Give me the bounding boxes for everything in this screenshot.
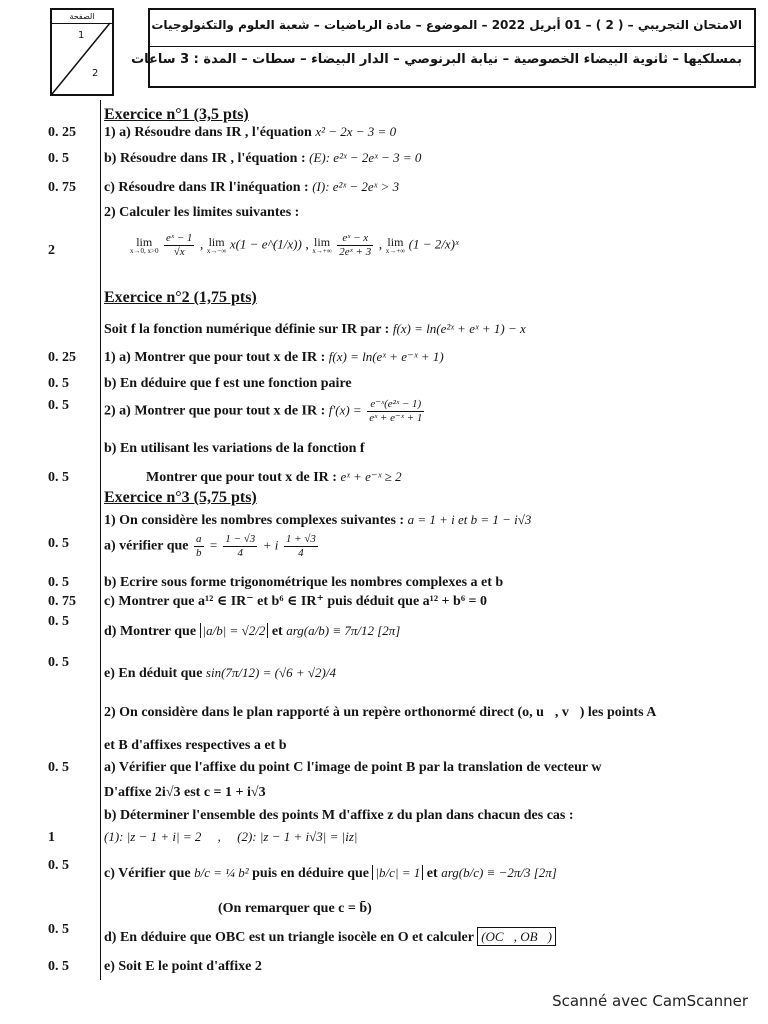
limit-3: lim x→+∞ (312, 234, 332, 255)
ex1-q1b (104, 151, 421, 166)
question-text: e) En déduit que (104, 666, 203, 681)
points-label: 0. 5 (48, 470, 69, 485)
ex3-q2b: b) Déterminer l'ensemble des points M d'affixe z du plan dans chacun des cas : (104, 808, 574, 823)
question-text: c) Vérifier que (104, 866, 191, 881)
math-expression: arg(a/b) ≡ 7π/12 [2π] (286, 623, 401, 638)
ex3-q2a-cont: D'affixe 2i√3 est c = 1 + i√3 (104, 785, 266, 800)
ex3-qb: b) Ecrire sous forme trigonométrique les nombres complexes a et b (104, 575, 504, 590)
page-number-box (50, 8, 114, 96)
math-expression: (1 − 2/x)ˣ (408, 236, 459, 252)
points-label: 0. 5 (48, 536, 69, 551)
ex3-q2c: c) Vérifier que b/c = ¼ b² puis en déduire que |b/c| = 1 et arg(b/c) ≡ −2π/3 [2π] (104, 865, 557, 881)
limit-2: lim x→−∞ (206, 234, 227, 255)
math-expression: (1): |z − 1 + i| = 2 , (2): |z − 1 + i√3| = |iz| (104, 829, 358, 844)
question-text: a) vérifier que (104, 538, 189, 554)
ex3-q2d (104, 930, 556, 945)
page-label: الصفحة (52, 10, 112, 24)
points-label: 0. 25 (48, 350, 76, 365)
fraction: $\frac{\text{eˣ − x}}{\text{2eˣ + 3}}$ (339, 232, 372, 258)
ex3-qe (104, 666, 336, 681)
ex3-qc: c) Montrer que a¹² ∈ IR⁻ et b⁶ ∈ IR⁺ puis déduit que a¹² + b⁶ = 0 (104, 594, 487, 609)
math-expression: (OC⃗, OB⃗) (477, 927, 556, 946)
math-expression: f(x) = ln(e²ˣ + eˣ + 1) − x (392, 321, 526, 336)
ex2-q2a (104, 398, 426, 424)
header-divider (150, 46, 754, 47)
points-label: 0. 5 (48, 760, 69, 775)
question-text: 2) a) Montrer que pour tout x de IR : (104, 403, 326, 419)
question-text: d) En déduire que OBC est un triangle isocèle en O et calculer (104, 930, 474, 945)
question-text: d) Montrer que (104, 624, 197, 639)
math-expression: (I): e²ˣ − 2eˣ > 3 (312, 179, 400, 194)
math-expression: b/c = ¼ b² (194, 865, 249, 880)
page-number-current: 1 (78, 30, 85, 41)
exam-header (131, 8, 756, 88)
exercise-1-title: Exercice n°1 (3,5 pts) (104, 106, 249, 123)
math-expression: sin(7π/12) = (√6 + √2)/4 (205, 665, 336, 680)
ex3-q2e: e) Soit E le point d'affixe 2 (104, 959, 262, 974)
ex3-q2a: a) Vérifier que l'affixe du point C l'image de point B par la translation de vecteur w⃗ (104, 760, 613, 775)
points-label: 0. 25 (48, 125, 76, 140)
header-line-2: بمسلكيها – ثانوية البيضاء الخصوصية – نيابة البرنوصي – الدار البيضاء – سطات – المدة : 3 ساعات (131, 52, 742, 67)
limit-1: lim x→0, x>0 (130, 234, 159, 255)
ex3-qd: d) Montrer que |a/b| = √2/2 et arg(a/b) ≡ 7π/12 [2π] (104, 623, 401, 639)
points-label: 1 (48, 830, 55, 845)
limit-4: lim x→+∞ (385, 234, 406, 255)
question-text: 1) a) Résoudre dans IR , l'équation (104, 125, 312, 140)
question-text: b) Résoudre dans IR , l'équation : (104, 151, 306, 166)
fraction: $\frac{\text{eˣ − 1}}{√x}$ (165, 232, 193, 258)
math-expression: f(x) = ln(eˣ + e⁻ˣ + 1) (328, 349, 444, 364)
points-label: 0. 5 (48, 398, 69, 413)
points-label: 0. 75 (48, 180, 76, 195)
math-expression: x(1 − e^(1/x)) (229, 236, 302, 252)
ex2-q1a (104, 350, 444, 365)
limits-row: lim x→0, x>0 $\frac{\text{eˣ − 1}}{√x}$ , lim x→−∞ x(1 − e^(1/x)) , lim x→+∞ $\frac{\text{eˣ − x}}{\text{2eˣ + 3}}$ , lim x→+∞ (1 − 2/x)ˣ (130, 232, 459, 258)
ex1-q1c (104, 180, 399, 195)
scanner-watermark: Scanné avec CamScanner (552, 992, 748, 1010)
points-label: 0. 75 (48, 594, 76, 609)
ex3-q2-cont: et B d'affixes respectives a et b (104, 738, 287, 753)
points-label: 0. 5 (48, 151, 69, 166)
math-expression: a = 1 + i et b = 1 − i√3 (407, 512, 532, 527)
points-label: 0. 5 (48, 922, 69, 937)
math-expression: |b/c| = 1 (372, 865, 423, 880)
fraction: $\frac{\text{e⁻ˣ(e²ˣ − 1)}}{\text{eˣ + e⁻ˣ + 1}}$ (369, 398, 423, 424)
question-text: Montrer que pour tout x de IR : (146, 470, 337, 485)
question-text: 1) a) Montrer que pour tout x de IR : (104, 350, 326, 365)
question-text: c) Résoudre dans IR l'inéquation : (104, 180, 309, 195)
math-expression: f′(x) = (328, 402, 362, 418)
math-expression: (E): e²ˣ − 2eˣ − 3 = 0 (309, 150, 422, 165)
question-text: 1) On considère les nombres complexes suivantes : (104, 513, 405, 528)
points-label: 0. 5 (48, 858, 69, 873)
page-number-total: 2 (92, 68, 99, 79)
fraction: $\frac{1 - √3}{4}$ (225, 533, 256, 559)
margin-line (100, 100, 101, 980)
question-text: Soit f la fonction numérique définie sur IR par : (104, 322, 390, 337)
points-label: 2 (48, 243, 55, 258)
ex2-q1b: b) En déduire que f est une fonction paire (104, 376, 352, 391)
points-label: 0. 5 (48, 575, 69, 590)
points-label: 0. 5 (48, 655, 69, 670)
points-label: 0. 5 (48, 959, 69, 974)
ex2-q2c (146, 470, 402, 485)
math-expression: x² − 2x − 3 = 0 (315, 124, 397, 139)
math-expression: arg(b/c) ≡ −2π/3 [2π] (441, 865, 557, 880)
ex1-q1a (104, 125, 396, 140)
exercise-3-title: Exercice n°3 (5,75 pts) (104, 489, 257, 506)
header-line-1: الامتحان التجريبي – ( 2 ) – 01 أبريل 2022 – الموضوع – مادة الرياضيات – شعبة العلوم والتكنولوجيات (151, 18, 742, 32)
ex2-definition (104, 322, 526, 337)
points-label: 0. 5 (48, 614, 69, 629)
ex3-q2b-cases (104, 830, 357, 845)
fraction: $\frac{1 + √3}{4}$ (285, 533, 316, 559)
math-expression: |a/b| = √2/2 (200, 623, 269, 638)
exercise-2-title: Exercice n°2 (1,75 pts) (104, 289, 257, 306)
ex2-q2b: b) En utilisant les variations de la fonction f (104, 441, 365, 456)
math-expression: eˣ + e⁻ˣ ≥ 2 (340, 469, 402, 484)
ex1-q2: 2) Calculer les limites suivantes : (104, 205, 300, 220)
ex3-qa: a) vérifier que $\frac{a}{b}$ = $\frac{1 - √3}{4}$ + i $\frac{1 + √3}{4}$ (104, 533, 316, 559)
ex3-q2c-note: (On remarquer que c = b̄) (218, 901, 372, 916)
points-label: 0. 5 (48, 376, 69, 391)
fraction: $\frac{a}{b}$ (196, 533, 202, 559)
ex3-q1 (104, 513, 531, 528)
ex3-q2: 2) On considère dans le plan rapporté à un repère orthonormé direct (o, u⃗, v⃗) les points A (104, 705, 657, 720)
